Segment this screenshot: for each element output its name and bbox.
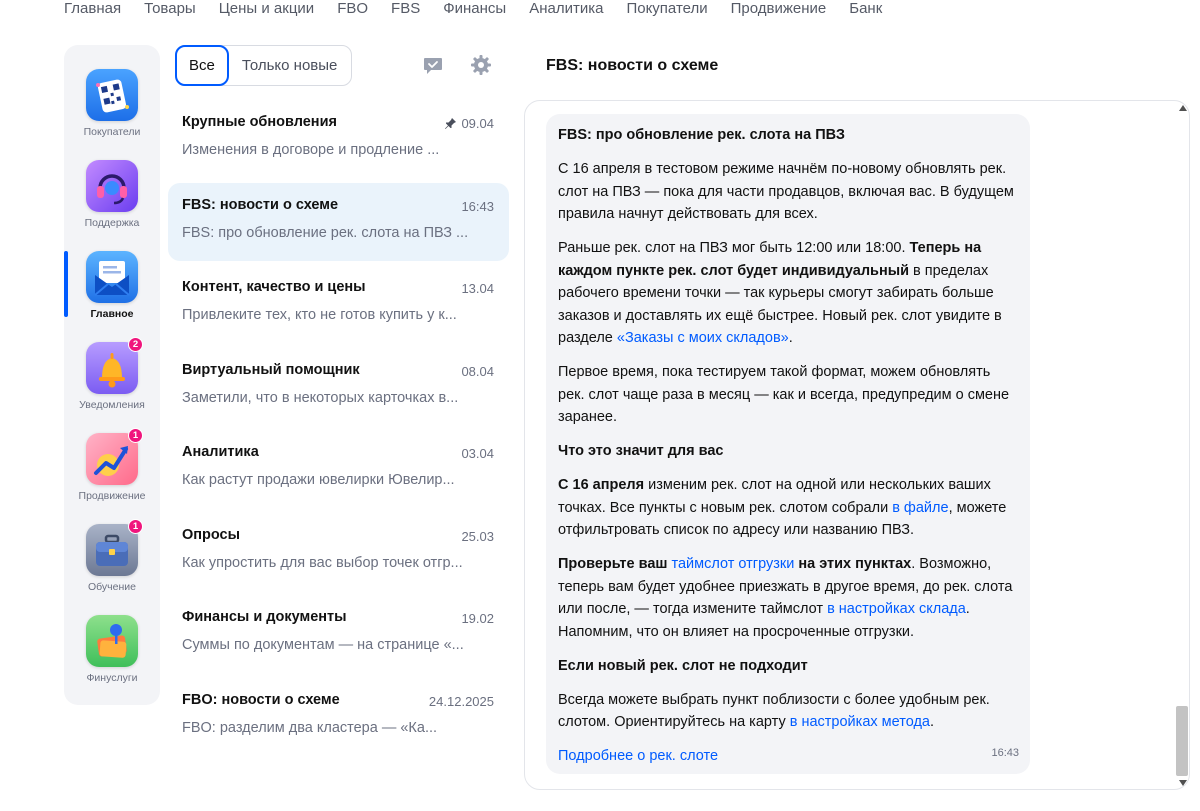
notification-badge: 1 bbox=[128, 519, 143, 534]
qr-phone-icon bbox=[86, 69, 138, 121]
file-link[interactable]: в файле bbox=[892, 499, 949, 516]
rail-label: Поддержка bbox=[84, 217, 140, 229]
briefcase-icon bbox=[86, 521, 139, 576]
orders-link[interactable]: «Заказы с моих складов» bbox=[616, 330, 789, 346]
message-preview: FBS: про обновление рек. слота на ПВЗ ... bbox=[182, 225, 469, 241]
top-navigation bbox=[64, 0, 905, 20]
category-rail bbox=[64, 45, 160, 705]
message-title: FBO: новости о схеме bbox=[182, 692, 340, 708]
notification-badge: 1 bbox=[128, 428, 143, 443]
rail-label: Уведомления bbox=[79, 399, 145, 411]
rail-label: Обучение bbox=[87, 581, 136, 593]
message-filter bbox=[175, 45, 352, 86]
bold-text: Проверьте ваш bbox=[558, 556, 672, 572]
nav-home[interactable]: Главная bbox=[64, 0, 122, 17]
message-title: Контент, качество и цены bbox=[182, 279, 366, 295]
nav-finance[interactable]: Финансы bbox=[443, 0, 507, 17]
nav-bank[interactable]: Банк bbox=[849, 0, 883, 17]
list-item[interactable] bbox=[168, 678, 509, 756]
message-date: 13.04 bbox=[461, 281, 494, 296]
rail-item-main[interactable] bbox=[64, 251, 160, 331]
list-item[interactable] bbox=[168, 595, 509, 673]
cards-pin-icon bbox=[86, 615, 138, 667]
list-item[interactable] bbox=[168, 348, 509, 426]
text: Раньше рек. слот на ПВЗ мог быть 12:00 или 18:00. bbox=[558, 240, 910, 256]
message-preview: Привлеките тех, кто не готов купить у к... bbox=[182, 307, 457, 323]
scrollbar[interactable] bbox=[1175, 100, 1190, 790]
message-preview: Заметили, что в некоторых карточках в... bbox=[182, 390, 459, 406]
detail-title: FBS: новости о схеме bbox=[546, 57, 719, 74]
message-paragraph bbox=[558, 553, 1018, 643]
rail-label: Главное bbox=[90, 308, 134, 320]
message-preview: FBO: разделим два кластера — «Ка... bbox=[182, 720, 438, 736]
text: изменим рек. слот на одной или нескольких ваших точках. Все пункты с новым рек. слотом собрали bbox=[558, 477, 991, 516]
nav-products[interactable]: Товары bbox=[144, 0, 196, 17]
rail-item-promotion[interactable] bbox=[64, 430, 160, 513]
list-item[interactable] bbox=[168, 430, 509, 508]
message-title: Крупные обновления bbox=[182, 114, 337, 130]
message-title: Опросы bbox=[182, 527, 241, 543]
list-item[interactable] bbox=[168, 265, 509, 343]
message-paragraph: Первое время, пока тестируем такой формат, можем обновлять рек. слот чаще раза в месяц — как и всегда, предупредим о смене заранее. bbox=[558, 364, 1010, 425]
message-title: Аналитика bbox=[182, 444, 259, 460]
message-date: 03.04 bbox=[461, 446, 494, 461]
list-item[interactable] bbox=[168, 183, 509, 261]
list-item[interactable] bbox=[168, 513, 509, 591]
method-settings-link[interactable]: в настройках метода bbox=[789, 714, 930, 730]
warehouse-settings-link[interactable]: в настройках склада bbox=[827, 601, 966, 617]
bold-text: С 16 апреля bbox=[558, 477, 645, 493]
filter-all-button[interactable]: Все bbox=[175, 45, 229, 86]
message-title: Виртуальный помощник bbox=[182, 362, 360, 378]
more-about-slot-link[interactable]: Подробнее о рек. слоте bbox=[558, 748, 719, 764]
filter-new-only-button[interactable]: Только новые bbox=[241, 57, 338, 74]
message-paragraph bbox=[558, 689, 1018, 734]
message-date: 25.03 bbox=[461, 529, 494, 544]
message-date: 24.12.2025 bbox=[428, 694, 494, 709]
rail-label: Покупатели bbox=[83, 126, 141, 138]
text: Всегда можете выбрать пункт поблизости с более удобным рек. слотом. Ориентируйтесь на карту bbox=[558, 691, 990, 730]
message-subheading: Если новый рек. слот не подходит bbox=[558, 657, 808, 674]
scroll-down-icon[interactable] bbox=[1179, 780, 1187, 786]
gear-icon[interactable] bbox=[470, 54, 492, 76]
timeslot-link[interactable]: таймслот отгрузки bbox=[671, 556, 795, 572]
growth-chart-icon bbox=[86, 430, 139, 485]
active-indicator bbox=[64, 251, 68, 317]
text: в пределах рабочего времени точки — так курьеры смогут забирать больше заказов и доставлять их ещё быстрее. Новый рек. слот увидите в разделе bbox=[558, 262, 1002, 346]
message-date: 16:43 bbox=[461, 199, 494, 214]
rail-item-finservices[interactable] bbox=[64, 615, 160, 695]
text: . bbox=[788, 330, 793, 346]
message-date: 09.04 bbox=[461, 116, 494, 131]
nav-fbo[interactable]: FBO bbox=[337, 0, 369, 17]
nav-promotion[interactable]: Продвижение bbox=[730, 0, 827, 17]
message-date: 08.04 bbox=[461, 364, 494, 379]
rail-item-support[interactable] bbox=[64, 160, 160, 240]
rail-item-learning[interactable] bbox=[64, 521, 160, 604]
headset-icon bbox=[86, 160, 138, 212]
message-time: 16:43 bbox=[991, 746, 1019, 759]
message-preview: Суммы по документам — на странице «... bbox=[182, 637, 464, 653]
nav-buyers[interactable]: Покупатели bbox=[626, 0, 708, 17]
rail-label: Продвижение bbox=[78, 490, 146, 502]
message-preview: Изменения в договоре и продление ... bbox=[182, 142, 440, 158]
message-paragraph bbox=[558, 474, 1018, 542]
bold-text: на этих пунктах bbox=[794, 556, 912, 572]
message-preview: Как растут продажи ювелирки Ювелир... bbox=[182, 472, 455, 488]
text: , можете отфильтровать список по адресу или названию ПВЗ. bbox=[558, 499, 1007, 538]
scroll-up-icon[interactable] bbox=[1179, 105, 1187, 111]
scroll-thumb[interactable] bbox=[1176, 706, 1188, 776]
message-date: 19.02 bbox=[461, 611, 494, 626]
message-preview: Как упростить для вас выбор точек отгр... bbox=[182, 555, 463, 571]
pin-icon bbox=[444, 117, 457, 130]
nav-prices[interactable]: Цены и акции bbox=[218, 0, 315, 17]
message-title: FBS: новости о схеме bbox=[182, 197, 339, 213]
message-heading: FBS: про обновление рек. слота на ПВЗ bbox=[558, 127, 846, 143]
message-paragraph bbox=[558, 237, 1018, 350]
message-title: Финансы и документы bbox=[182, 609, 347, 625]
nav-analytics[interactable]: Аналитика bbox=[529, 0, 604, 17]
rail-label: Финуслуги bbox=[86, 672, 138, 684]
list-item[interactable] bbox=[168, 100, 509, 178]
message-subheading: Что это значит для вас bbox=[558, 443, 724, 459]
envelope-icon bbox=[86, 251, 138, 303]
nav-fbs[interactable]: FBS bbox=[391, 0, 421, 17]
message-bubble bbox=[546, 114, 1030, 774]
message-paragraph: С 16 апреля в тестовом режиме начнём по-новому обновлять рек. слот на ПВЗ — пока для части продавцов, включая вас. В будущем правила начнут действовать для всех. bbox=[558, 161, 1014, 222]
mark-read-icon[interactable] bbox=[422, 54, 444, 76]
rail-item-buyers[interactable] bbox=[64, 69, 160, 149]
message-date-wrap bbox=[444, 116, 494, 131]
bold-text: Теперь на каждом пункте рек. слот будет индивидуальный bbox=[558, 240, 982, 279]
text: . Напомним, что он влияет на просроченные отгрузки. bbox=[558, 601, 970, 640]
notification-badge: 2 bbox=[128, 337, 143, 352]
text: . Возможно, теперь вам будет удобнее приезжать в другое время, до рек. слота или после, — тогда измените таймслот bbox=[558, 556, 1013, 617]
rail-item-notifications[interactable] bbox=[64, 339, 160, 422]
text: . bbox=[929, 714, 934, 730]
bell-icon bbox=[86, 339, 139, 394]
message-paragraph bbox=[558, 745, 1018, 768]
